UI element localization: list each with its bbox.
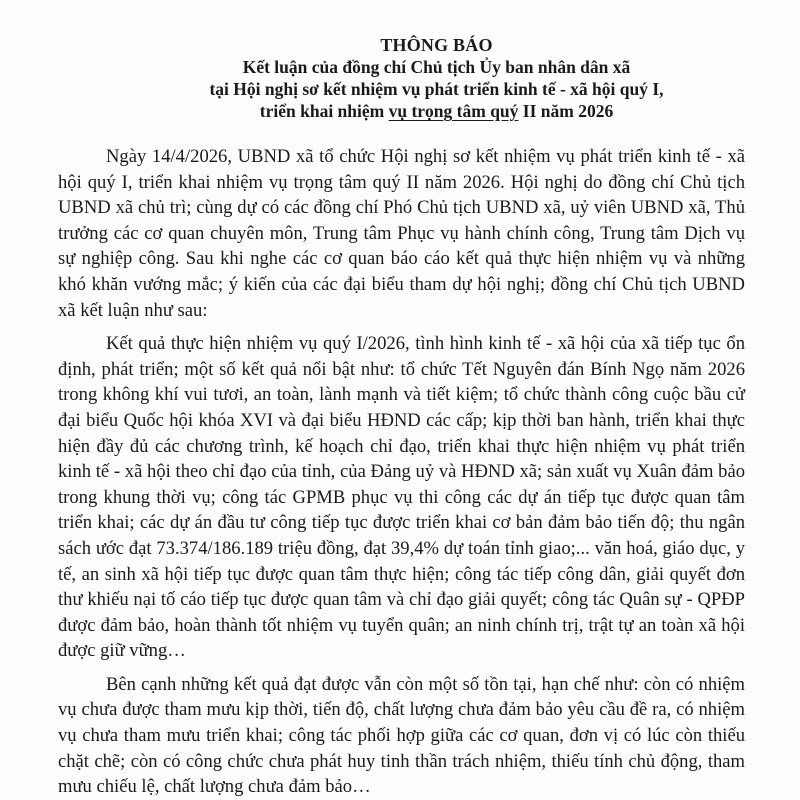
subtitle-line-1: Kết luận của đồng chí Chủ tịch Ủy ban nhân dân xã (242, 57, 631, 77)
document-title: THÔNG BÁO (380, 35, 493, 55)
subtitle-line-3-start: triển khai nhiệm (259, 101, 389, 121)
subtitle-line-3-end: II năm 2026 (518, 101, 614, 121)
subtitle-line-3 (128, 100, 745, 122)
subtitle-line-2: tại Hội nghị sơ kết nhiệm vụ phát triển kinh tế - xã hội quý I, (209, 79, 664, 99)
subtitle-line-3-underlined: vụ trọng tâm quý (388, 101, 519, 121)
paragraph-results: Kết quả thực hiện nhiệm vụ quý I/2026, tình hình kinh tế - xã hội của xã tiếp tục ổn định, phát triển; một số kết quả nổi bật như: tổ chức Tết Nguyên đán Bính Ngọ năm 2026 trong không khí vui tươi, an toàn, lành mạnh và tiết kiệm; tổ chức thành công cuộc bầu cử đại biểu Quốc hội khóa XVI và đại biểu HĐND các cấp; kịp thời ban hành, triển khai thực hiện đầy đủ các chương trình, kế hoạch chỉ đạo, triển khai thực hiện nhiệm vụ phát triển kinh tế - xã hội theo chỉ đạo của tỉnh, của Đảng uỷ và HĐND xã; sản xuất vụ Xuân đảm bảo trong khung thời vụ; công tác GPMB phục vụ thi công các dự án tiếp tục được quan tâm triển khai; các dự án đầu tư công tiếp tục được triển khai cơ bản đảm bảo tiến độ; thu ngân sách ước đạt 73.374/186.189 triệu đồng, đạt 39,4% dự toán tỉnh giao;... văn hoá, giáo dục, y tế, an sinh xã hội tiếp tục được quan tâm thực hiện; công tác tiếp công dân, giải quyết đơn thư khiếu nại tố cáo tiếp tục được quan tâm và chỉ đạo giải quyết; công tác Quân sự - QPĐP được đảm bảo, hoàn thành tốt nhiệm vụ tuyển quân; an ninh chính trị, trật tự an toàn xã hội được giữ vững… (58, 333, 745, 662)
paragraph-limitations: Bên cạnh những kết quả đạt được vẫn còn một số tồn tại, hạn chế như: còn có nhiệm vụ chưa được tham mưu kịp thời, tiến độ, chất lượng chưa đảm bảo yêu cầu đề ra, có nhiệm vụ chưa tham mưu triển khai; công tác phối hợp giữa các cơ quan, đơn vị có lúc còn thiếu chặt chẽ; còn có công chức chưa phát huy tinh thần trách nhiệm, thiếu tính chủ động, tham mưu chiếu lệ, chất lượng chưa đảm bảo… (58, 673, 745, 798)
document-body (58, 144, 745, 800)
paragraph-intro: Ngày 14/4/2026, UBND xã tổ chức Hội nghị sơ kết nhiệm vụ phát triển kinh tế - xã hội quý I, triển khai nhiệm vụ trọng tâm quý II năm 2026. Hội nghị do đồng chí Chủ tịch UBND xã chủ trì; cùng dự có các đồng chí Phó Chủ tịch UBND xã, uỷ viên UBND xã, Thủ trưởng các cơ quan chuyên môn, Trung tâm Phục vụ hành chính công, Trung tâm Dịch vụ sự nghiệp công. Sau khi nghe các cơ quan báo cáo kết quả thực hiện nhiệm vụ và những khó khăn vướng mắc; ý kiến của các đại biểu tham dự hội nghị; đồng chí Chủ tịch UBND xã kết luận như sau: (58, 146, 745, 321)
document-header (128, 34, 745, 122)
